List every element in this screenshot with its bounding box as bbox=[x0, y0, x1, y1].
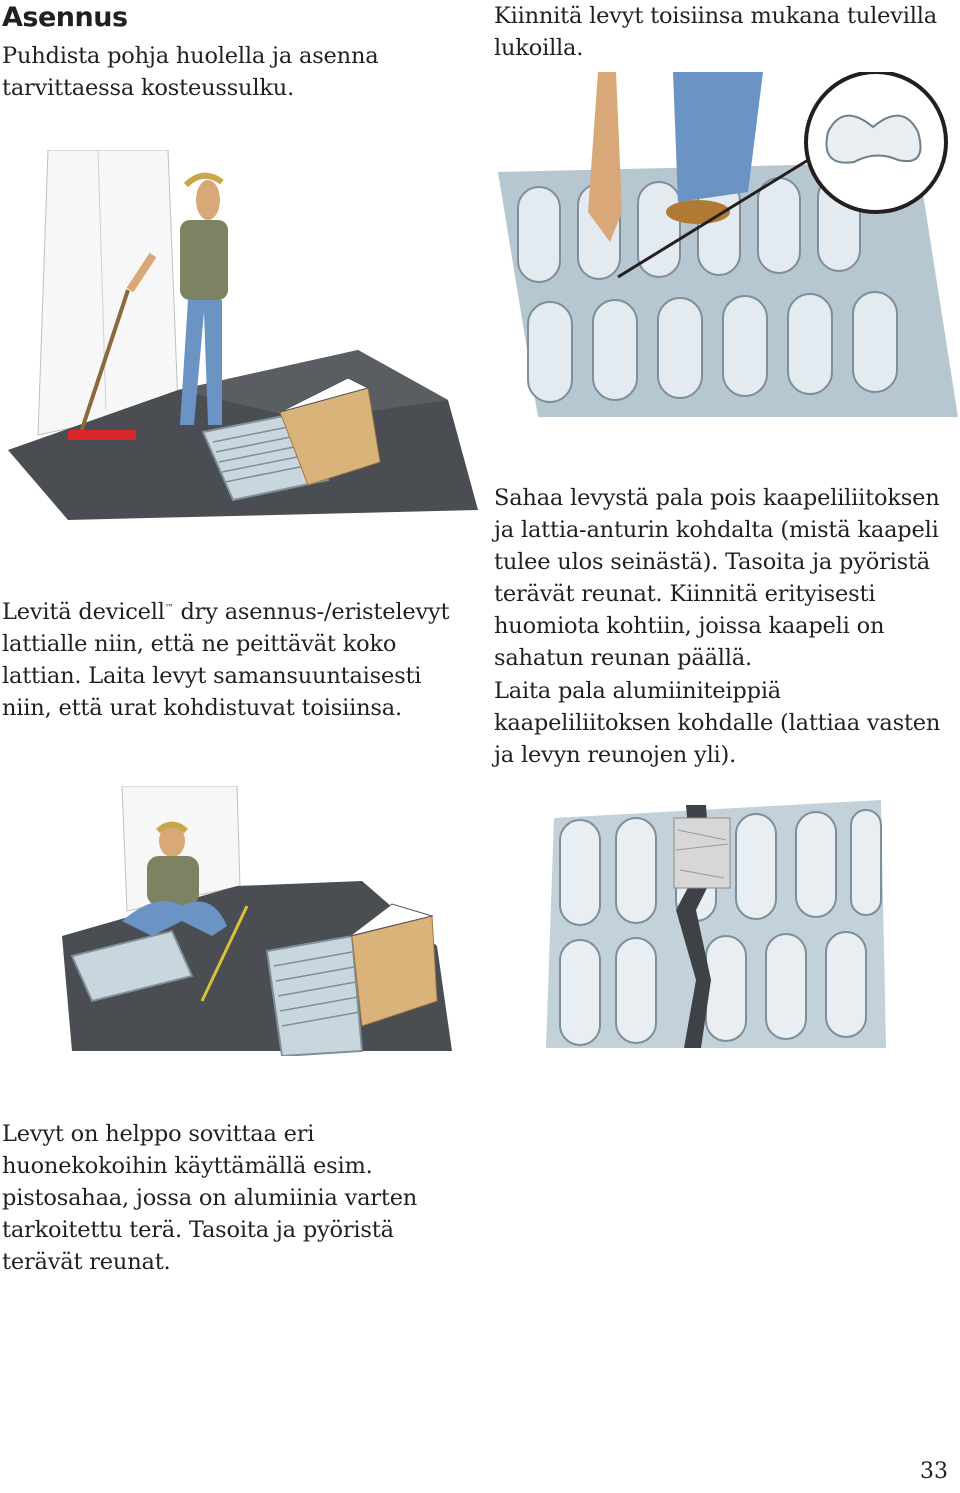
intro-text: Puhdista pohja huolella ja asenna tarvittaessa kosteussulku. bbox=[2, 43, 379, 101]
page-number: 33 bbox=[920, 1459, 948, 1484]
join-panels-text: Kiinnitä levyt toisiinsa mukana tulevilla lukoilla. bbox=[494, 3, 937, 61]
sweeping-illustration bbox=[8, 150, 478, 530]
join-panels-illustration bbox=[498, 72, 958, 422]
tape-illustration bbox=[546, 800, 890, 1050]
page-title: Asennus bbox=[2, 2, 128, 33]
saw-cut-text: Sahaa levystä pala pois kaapeliliitoksen ja lattia-anturin kohdalta (mistä kaapeli tulee ulos seinästä). Tasoita ja pyöristä terävät reunat. Kiinnitä erityisesti huomiota kohtiin, joissa kaapeli on sahatun reunan päällä. bbox=[494, 485, 940, 671]
laying-panels-illustration bbox=[62, 786, 452, 1056]
fit-rooms-text: Levyt on helppo sovittaa eri huonekokoihin käyttämällä esim. pistosahaa, jossa on alumiinia varten tarkoitettu terä. Tasoita ja pyöristä terävät reunat. bbox=[2, 1121, 418, 1275]
lay-panels-rest: dry asennus-/eristelevyt lattialle niin, että ne peittävät koko lattian. Laita levyt samansuuntaisesti niin, että urat kohdistuvat toisiinsa. bbox=[2, 599, 450, 721]
tape-text: Laita pala alumiiniteippiä kaapeliliitoksen kohdalle (lattiaa vasten ja levyn reunojen yli). bbox=[494, 678, 941, 768]
lay-panels-text bbox=[2, 596, 452, 724]
trademark-symbol: ™ bbox=[164, 603, 174, 614]
lay-panels-start: Levitä devicell bbox=[2, 599, 165, 625]
